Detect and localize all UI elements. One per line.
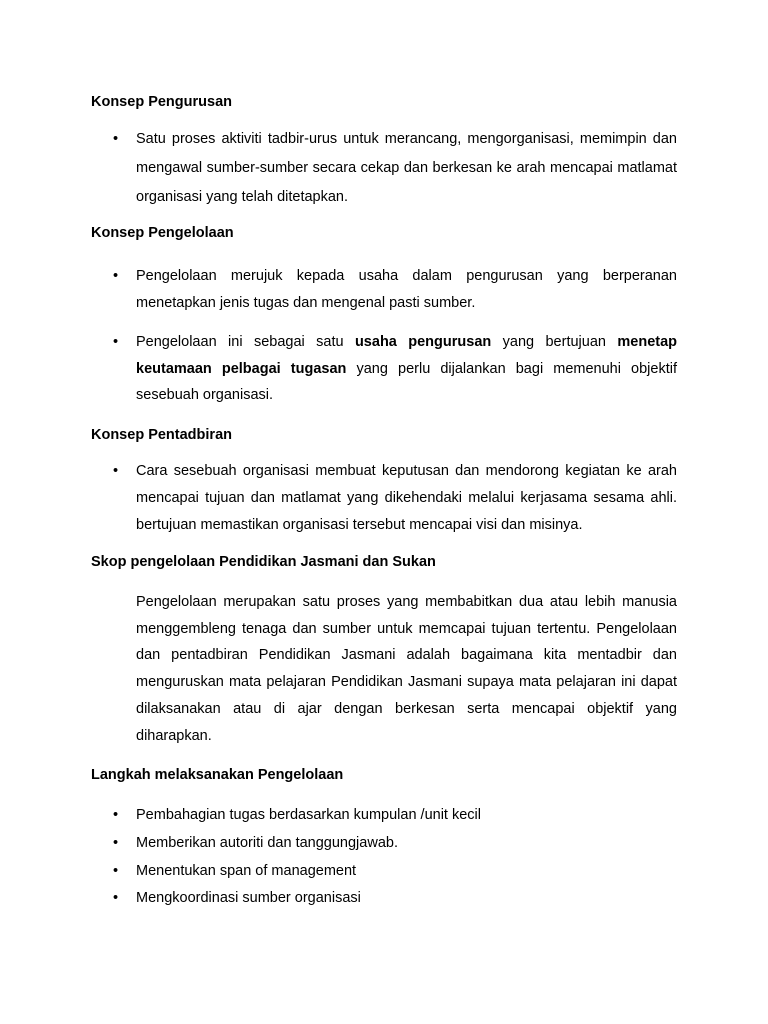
bold-text-usaha-pengurusan: usaha pengurusan (354, 334, 492, 350)
bullet-glyph: • (113, 890, 119, 906)
bullet-glyph: • (113, 835, 119, 851)
text-run: yang perlu dijalankan bagi memenuhi objektif sesebuah organisasi. (136, 360, 677, 403)
bullet-glyph: • (113, 463, 119, 479)
bullet-glyph: • (113, 863, 119, 879)
bold-text-menetap-keutamaan: menetap keutamaan pelbagai tugasan (136, 334, 678, 377)
list-item-text (136, 329, 677, 409)
heading-konsep-pentadbiran: Konsep Pentadbiran (91, 427, 232, 443)
list-item-text: Menentukan span of management (136, 863, 357, 879)
list-item-text: Satu proses aktiviti tadbir-urus untuk merancang, mengorganisasi, memimpin dan mengawal sumber-sumber secara cekap dan berkesan ke arah mencapai matlamat organisasi yang telah ditetapkan. (136, 131, 677, 205)
bullet-glyph: • (113, 807, 119, 823)
heading-konsep-pengurusan: Konsep Pengurusan (91, 94, 232, 110)
list-item-text: Pengelolaan merujuk kepada usaha dalam pengurusan yang berperanan menetapkan jenis tugas dan mengenal pasti sumber. (136, 268, 677, 311)
bullet-glyph: • (113, 334, 119, 350)
list-item-text: Mengkoordinasi sumber organisasi (136, 890, 361, 906)
text-run: yang bertujuan (491, 334, 618, 350)
heading-langkah-melaksanakan: Langkah melaksanakan Pengelolaan (91, 767, 344, 783)
text-run: Pengelolaan ini sebagai satu (136, 334, 355, 350)
bullet-glyph: • (113, 268, 119, 284)
list-item-text: Memberikan autoriti dan tanggungjawab. (136, 835, 398, 851)
paragraph-skop: Pengelolaan merupakan satu proses yang membabitkan dua atau lebih manusia menggembleng tenaga dan sumber untuk memcapai tujuan tertentu. Pengelolaan dan pentadbiran Pendidikan Jasmani adalah bagaimana kita mentadbir dan menguruskan mata pelajaran Pendidikan Jasmani supaya mata pelajaran ini dapat dilaksanakan atau di ajar dengan berkesan serta mencapai objektif yang diharapkan. (136, 594, 677, 744)
heading-skop-pengelolaan: Skop pengelolaan Pendidikan Jasmani dan Sukan (91, 554, 436, 570)
list-item-text: Cara sesebuah organisasi membuat keputusan dan mendorong kegiatan ke arah mencapai tujuan dan matlamat yang dikehendaki melalui kerjasama sesama ahli. bertujuan memastikan organisasi tersebut mencapai visi dan misinya. (136, 463, 677, 533)
heading-konsep-pengelolaan: Konsep Pengelolaan (91, 225, 234, 241)
list-item-text: Pembahagian tugas berdasarkan kumpulan /unit kecil (136, 807, 481, 823)
bullet-glyph: • (113, 131, 119, 147)
